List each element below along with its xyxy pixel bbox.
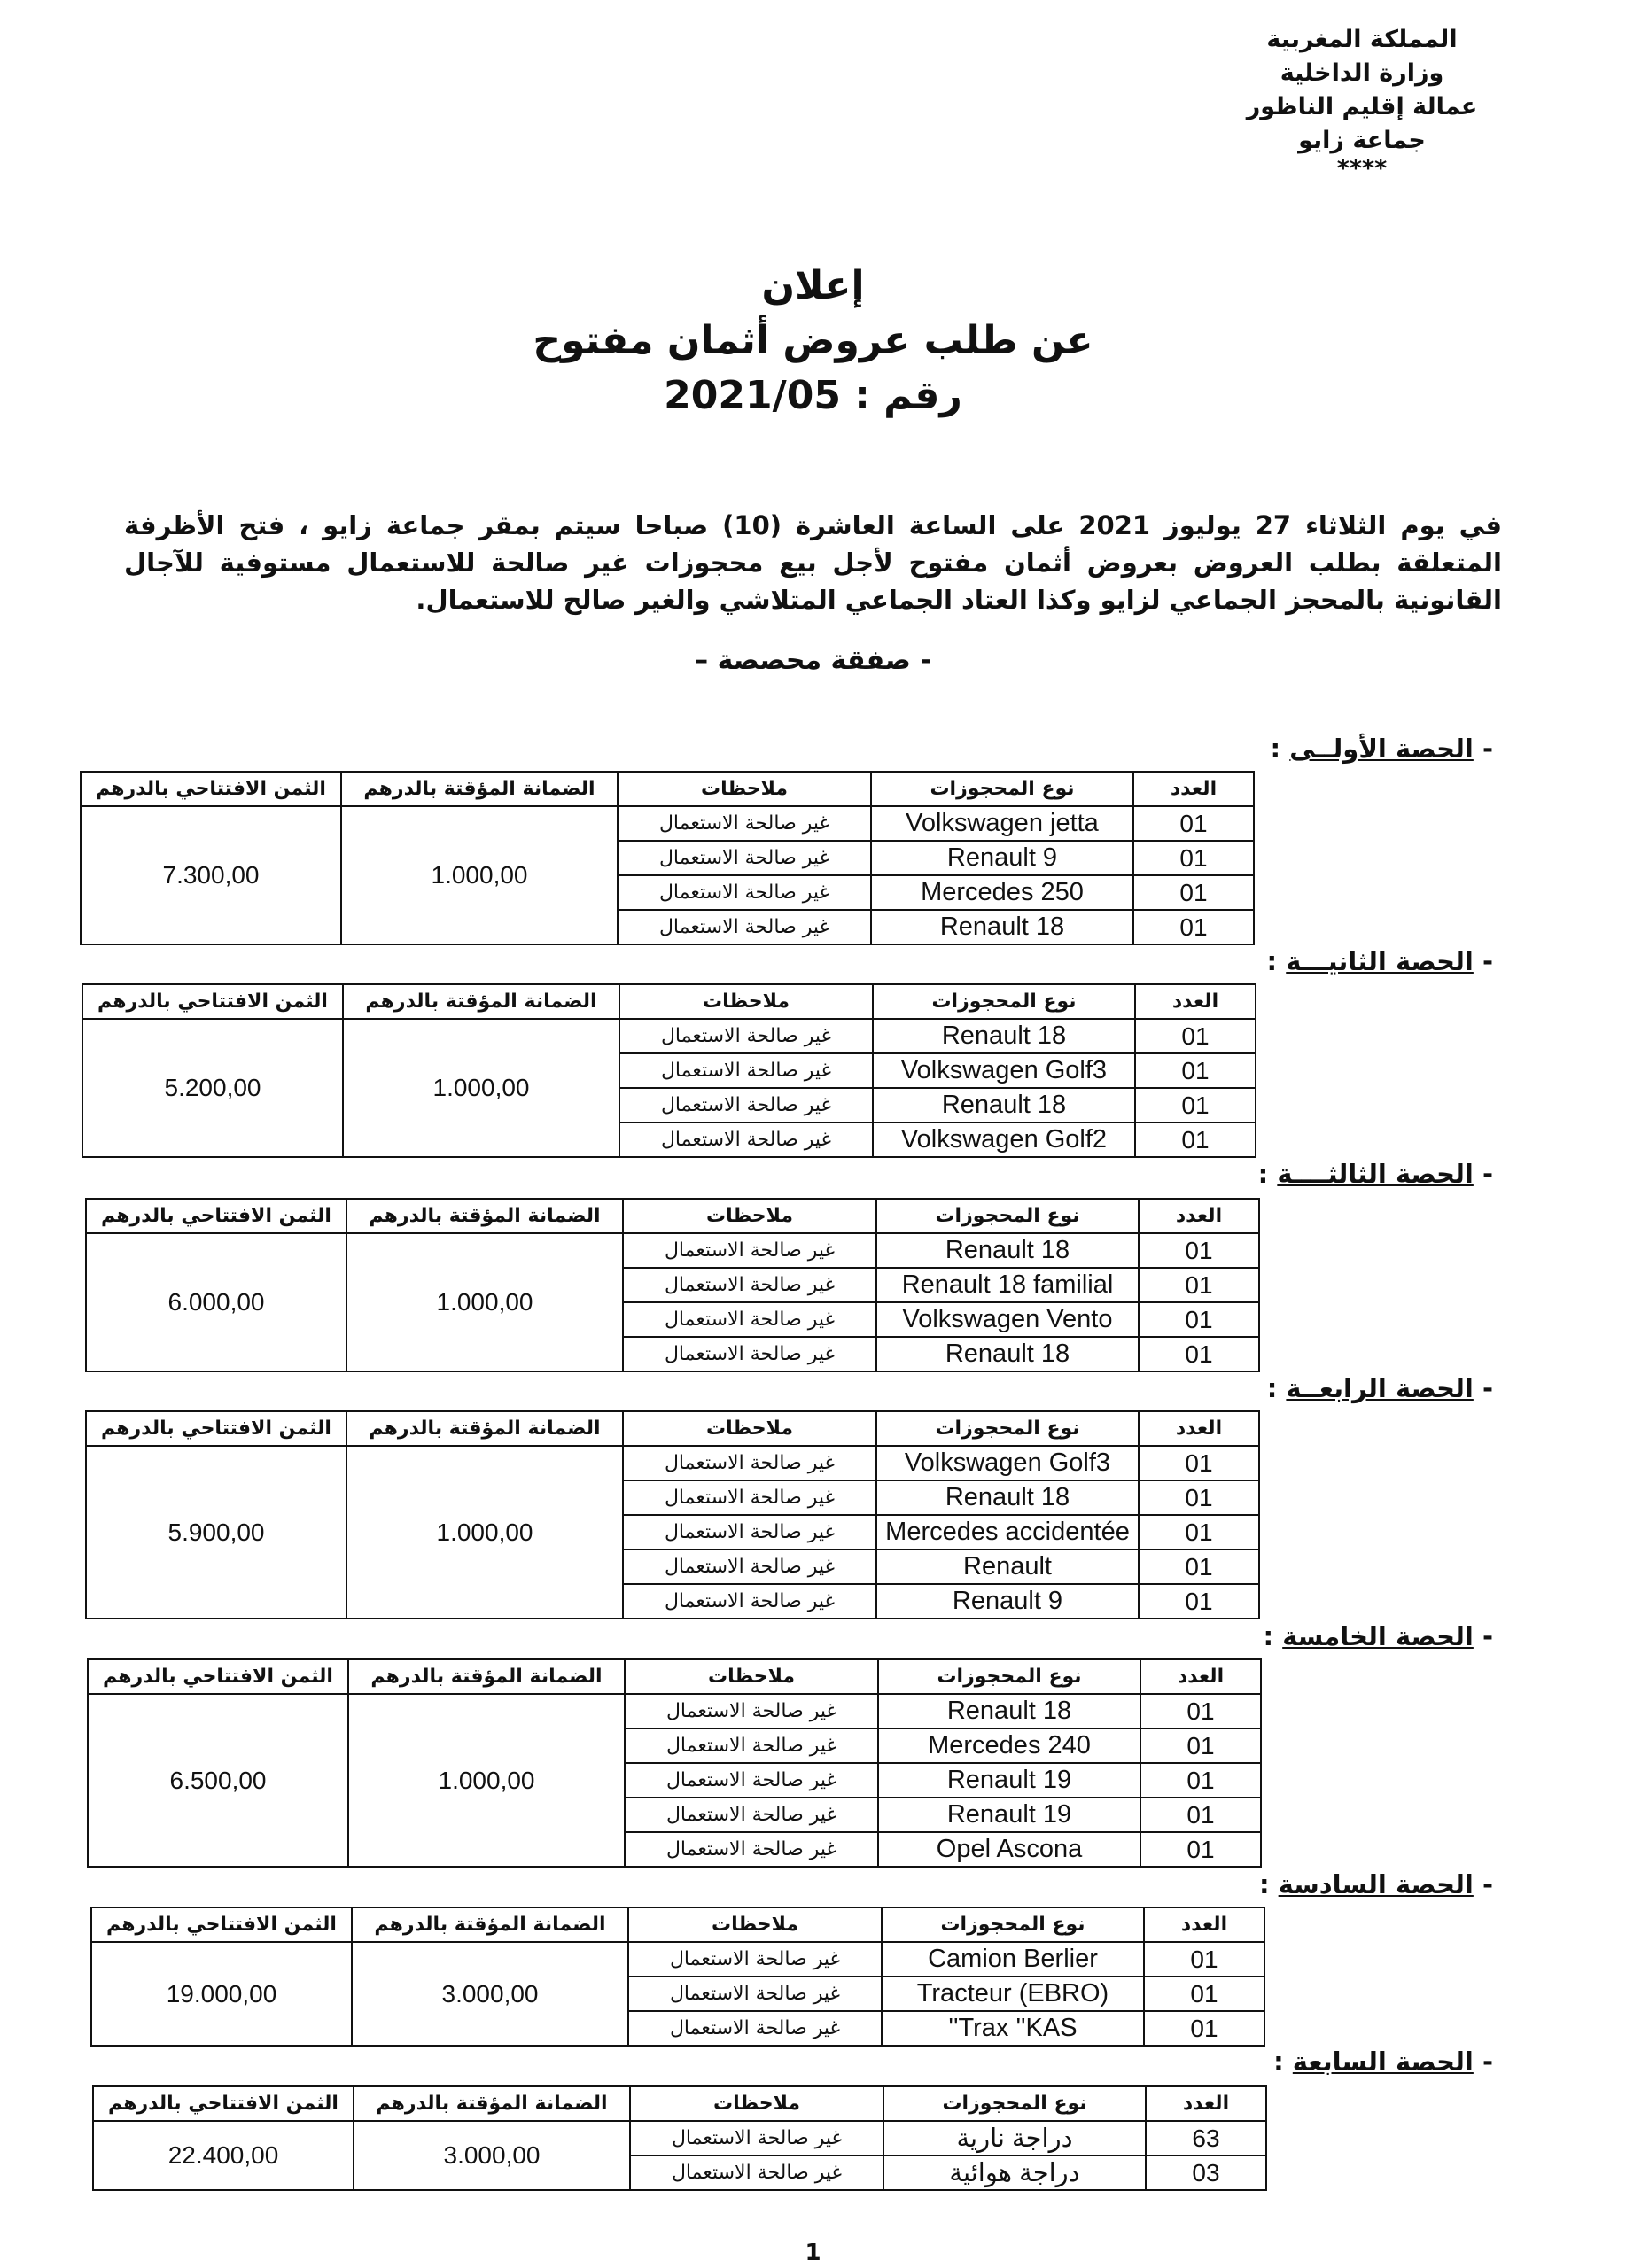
count-cell: 01 — [1139, 1480, 1259, 1515]
count-cell: 01 — [1139, 1302, 1259, 1337]
opening-price-cell: 6.500,00 — [88, 1694, 348, 1867]
title-block — [0, 259, 1626, 423]
count-cell: 01 — [1144, 2011, 1264, 2046]
column-header-item: نوع المحجوزات — [876, 1411, 1139, 1446]
count-cell: 03 — [1146, 2155, 1266, 2190]
item-cell: Renault 18 — [873, 1019, 1135, 1053]
item-cell: Volkswagen Vento — [876, 1302, 1139, 1337]
opening-price-cell: 5.200,00 — [82, 1019, 343, 1157]
column-header-guarantee: الضمانة المؤقتة بالدرهم — [348, 1659, 625, 1694]
count-cell: 01 — [1135, 1053, 1256, 1088]
column-header-count: العدد — [1139, 1411, 1259, 1446]
table-row — [91, 1942, 1264, 1977]
count-cell: 01 — [1133, 806, 1254, 841]
page-subtitle: عن طلب عروض أثمان مفتوح — [533, 318, 1093, 363]
count-cell: 01 — [1139, 1584, 1259, 1619]
item-cell: Renault 9 — [871, 841, 1133, 875]
column-header-item: نوع المحجوزات — [871, 772, 1133, 806]
note-cell: غير صالحة الاستعمال — [619, 1019, 873, 1053]
column-header-count: العدد — [1140, 1659, 1261, 1694]
table-header-row — [93, 2086, 1266, 2121]
note-cell: غير صالحة الاستعمال — [618, 875, 871, 910]
item-cell: Volkswagen Golf3 — [876, 1446, 1139, 1480]
note-cell: غير صالحة الاستعمال — [623, 1446, 876, 1480]
count-cell: 01 — [1140, 1832, 1261, 1867]
lot-table — [87, 1658, 1262, 1868]
note-cell: غير صالحة الاستعمال — [623, 1515, 876, 1550]
column-header-price: الثمن الافتتاحي بالدرهم — [82, 984, 343, 1019]
count-cell: 63 — [1146, 2121, 1266, 2155]
column-header-count: العدد — [1144, 1907, 1264, 1942]
column-header-guarantee: الضمانة المؤقتة بالدرهم — [354, 2086, 630, 2121]
count-cell: 01 — [1135, 1088, 1256, 1122]
note-cell: غير صالحة الاستعمال — [618, 806, 871, 841]
item-cell: Mercedes accidentée — [876, 1515, 1139, 1550]
item-cell: Volkswagen Golf2 — [873, 1122, 1135, 1157]
column-header-count: العدد — [1133, 772, 1254, 806]
item-cell: Volkswagen jetta — [871, 806, 1133, 841]
note-cell: غير صالحة الاستعمال — [623, 1337, 876, 1371]
letterhead-kingdom: المملكة المغربية — [1266, 26, 1458, 53]
letterhead-prefecture: عمالة إقليم الناظور — [1246, 93, 1478, 120]
lot-label: - الحصة السادسة : — [1258, 1869, 1493, 1899]
lot-label: - الحصة السابعة : — [1273, 2047, 1493, 2077]
item-cell: Renault 18 familial — [876, 1268, 1139, 1302]
guarantee-cell: 1.000,00 — [343, 1019, 619, 1157]
column-header-count: العدد — [1139, 1199, 1259, 1233]
lot-table — [92, 2085, 1267, 2191]
column-header-notes: ملاحظات — [630, 2086, 883, 2121]
note-cell: غير صالحة الاستعمال — [619, 1053, 873, 1088]
item-cell: Renault 18 — [878, 1694, 1140, 1728]
column-header-notes: ملاحظات — [628, 1907, 882, 1942]
page-title: إعلان — [761, 263, 865, 308]
guarantee-cell: 3.000,00 — [354, 2121, 630, 2190]
column-header-notes: ملاحظات — [625, 1659, 878, 1694]
column-header-guarantee: الضمانة المؤقتة بالدرهم — [343, 984, 619, 1019]
item-cell: Volkswagen Golf3 — [873, 1053, 1135, 1088]
item-cell: Renault 18 — [873, 1088, 1135, 1122]
column-header-count: العدد — [1146, 2086, 1266, 2121]
opening-price-cell: 6.000,00 — [86, 1233, 346, 1371]
column-header-guarantee: الضمانة المؤقتة بالدرهم — [352, 1907, 628, 1942]
item-cell: Renault 18 — [876, 1233, 1139, 1268]
column-header-count: العدد — [1135, 984, 1256, 1019]
column-header-guarantee: الضمانة المؤقتة بالدرهم — [346, 1199, 623, 1233]
guarantee-cell: 3.000,00 — [352, 1942, 628, 2046]
guarantee-cell: 1.000,00 — [346, 1446, 623, 1619]
count-cell: 01 — [1135, 1122, 1256, 1157]
table-header-row — [91, 1907, 1264, 1942]
item-cell: دراجة نارية — [883, 2121, 1146, 2155]
guarantee-cell: 1.000,00 — [346, 1233, 623, 1371]
note-cell: غير صالحة الاستعمال — [619, 1088, 873, 1122]
table-header-row — [86, 1199, 1259, 1233]
count-cell: 01 — [1139, 1268, 1259, 1302]
lot-table — [85, 1410, 1260, 1619]
count-cell: 01 — [1133, 841, 1254, 875]
item-cell: Mercedes 250 — [871, 875, 1133, 910]
column-header-notes: ملاحظات — [619, 984, 873, 1019]
letterhead-commune: جماعة زايو — [1298, 127, 1426, 154]
item-cell: دراجة هوائية — [883, 2155, 1146, 2190]
column-header-price: الثمن الافتتاحي بالدرهم — [93, 2086, 354, 2121]
note-cell: غير صالحة الاستعمال — [625, 1763, 878, 1798]
letterhead — [1176, 23, 1548, 181]
table-row — [81, 806, 1254, 841]
letterhead-ministry: وزارة الداخلية — [1280, 59, 1444, 87]
item-cell: Renault 18 — [876, 1337, 1139, 1371]
item-cell: Mercedes 240 — [878, 1728, 1140, 1763]
item-cell: Renault 19 — [878, 1798, 1140, 1832]
opening-price-cell: 22.400,00 — [93, 2121, 354, 2190]
item-cell: Opel Ascona — [878, 1832, 1140, 1867]
note-cell: غير صالحة الاستعمال — [625, 1694, 878, 1728]
note-cell: غير صالحة الاستعمال — [619, 1122, 873, 1157]
count-cell: 01 — [1139, 1515, 1259, 1550]
table-row — [86, 1233, 1259, 1268]
column-header-item: نوع المحجوزات — [873, 984, 1135, 1019]
lot-label: - الحصة الرابعــة : — [1266, 1373, 1493, 1403]
guarantee-cell: 1.000,00 — [348, 1694, 625, 1867]
intro-paragraph: في يوم الثلاثاء 27 يوليوز 2021 على الساعة العاشرة (10) صباحا سيتم بمقر جماعة زايو ، فتح الأظرفة المتعلقة بطلب العروض بعروض أثمان مفتوح لأجل بيع محجوزات غير صالحة للاستعمال مستوفية للآجال القانونية بالمحجز الجماعي لزايو وكذا العتاد الجماعي المتلاشي والغير صالح للاستعمال. — [124, 510, 1502, 615]
note-cell: غير صالحة الاستعمال — [625, 1832, 878, 1867]
note-cell: غير صالحة الاستعمال — [630, 2155, 883, 2190]
lot-table — [82, 983, 1256, 1158]
column-header-item: نوع المحجوزات — [876, 1199, 1139, 1233]
opening-price-cell: 7.300,00 — [81, 806, 341, 944]
column-header-guarantee: الضمانة المؤقتة بالدرهم — [346, 1411, 623, 1446]
item-cell: Renault 9 — [876, 1584, 1139, 1619]
count-cell: 01 — [1139, 1550, 1259, 1584]
column-header-item: نوع المحجوزات — [882, 1907, 1144, 1942]
column-header-item: نوع المحجوزات — [878, 1659, 1140, 1694]
lot-label: - الحصة الثانيـــة : — [1266, 946, 1493, 976]
item-cell: Camion Berlier — [882, 1942, 1144, 1977]
count-cell: 01 — [1135, 1019, 1256, 1053]
column-header-notes: ملاحظات — [618, 772, 871, 806]
item-cell: Tracteur (EBRO) — [882, 1977, 1144, 2011]
column-header-price: الثمن الافتتاحي بالدرهم — [91, 1907, 352, 1942]
count-cell: 01 — [1144, 1942, 1264, 1977]
letterhead-stars: **** — [1336, 155, 1388, 183]
column-header-notes: ملاحظات — [623, 1411, 876, 1446]
column-header-notes: ملاحظات — [623, 1199, 876, 1233]
note-cell: غير صالحة الاستعمال — [623, 1584, 876, 1619]
opening-price-cell: 19.000,00 — [91, 1942, 352, 2046]
column-header-price: الثمن الافتتاحي بالدرهم — [81, 772, 341, 806]
lot-table — [85, 1198, 1260, 1372]
count-cell: 01 — [1140, 1694, 1261, 1728]
lot-table — [80, 771, 1255, 945]
item-cell: Renault 18 — [871, 910, 1133, 944]
reference-number: رقم : 2021/05 — [664, 373, 962, 418]
note-cell: غير صالحة الاستعمال — [628, 2011, 882, 2046]
column-header-item: نوع المحجوزات — [883, 2086, 1146, 2121]
table-row — [82, 1019, 1256, 1053]
note-cell: غير صالحة الاستعمال — [623, 1268, 876, 1302]
count-cell: 01 — [1140, 1728, 1261, 1763]
count-cell: 01 — [1139, 1446, 1259, 1480]
table-header-row — [82, 984, 1256, 1019]
column-header-price: الثمن الافتتاحي بالدرهم — [88, 1659, 348, 1694]
note-cell: غير صالحة الاستعمال — [628, 1942, 882, 1977]
table-header-row — [88, 1659, 1261, 1694]
table-row — [86, 1446, 1259, 1480]
note-cell: غير صالحة الاستعمال — [618, 841, 871, 875]
count-cell: 01 — [1133, 875, 1254, 910]
page-number: 1 — [805, 2240, 821, 2266]
note-cell: غير صالحة الاستعمال — [623, 1233, 876, 1268]
count-cell: 01 — [1139, 1337, 1259, 1371]
count-cell: 01 — [1144, 1977, 1264, 2011]
table-header-row — [81, 772, 1254, 806]
lot-table — [90, 1907, 1265, 2047]
count-cell: 01 — [1140, 1798, 1261, 1832]
lot-label: - الحصة الخامسة : — [1263, 1621, 1493, 1651]
lot-label: - الحصة الثالثــــة : — [1257, 1159, 1493, 1189]
guarantee-cell: 1.000,00 — [341, 806, 618, 944]
deal-type: - صفقة محصصة – — [695, 645, 931, 676]
table-row — [93, 2121, 1266, 2155]
item-cell: Renault 18 — [876, 1480, 1139, 1515]
note-cell: غير صالحة الاستعمال — [625, 1728, 878, 1763]
item-cell: Renault — [876, 1550, 1139, 1584]
note-cell: غير صالحة الاستعمال — [623, 1480, 876, 1515]
count-cell: 01 — [1140, 1763, 1261, 1798]
item-cell: Trax ''KAS'' — [882, 2011, 1144, 2046]
note-cell: غير صالحة الاستعمال — [618, 910, 871, 944]
count-cell: 01 — [1133, 910, 1254, 944]
note-cell: غير صالحة الاستعمال — [630, 2121, 883, 2155]
column-header-price: الثمن الافتتاحي بالدرهم — [86, 1199, 346, 1233]
column-header-guarantee: الضمانة المؤقتة بالدرهم — [341, 772, 618, 806]
count-cell: 01 — [1139, 1233, 1259, 1268]
opening-price-cell: 5.900,00 — [86, 1446, 346, 1619]
column-header-price: الثمن الافتتاحي بالدرهم — [86, 1411, 346, 1446]
item-cell: Renault 19 — [878, 1763, 1140, 1798]
lot-label: - الحصة الأولــى : — [1270, 734, 1493, 764]
table-header-row — [86, 1411, 1259, 1446]
table-row — [88, 1694, 1261, 1728]
note-cell: غير صالحة الاستعمال — [623, 1302, 876, 1337]
note-cell: غير صالحة الاستعمال — [628, 1977, 882, 2011]
note-cell: غير صالحة الاستعمال — [625, 1798, 878, 1832]
note-cell: غير صالحة الاستعمال — [623, 1550, 876, 1584]
